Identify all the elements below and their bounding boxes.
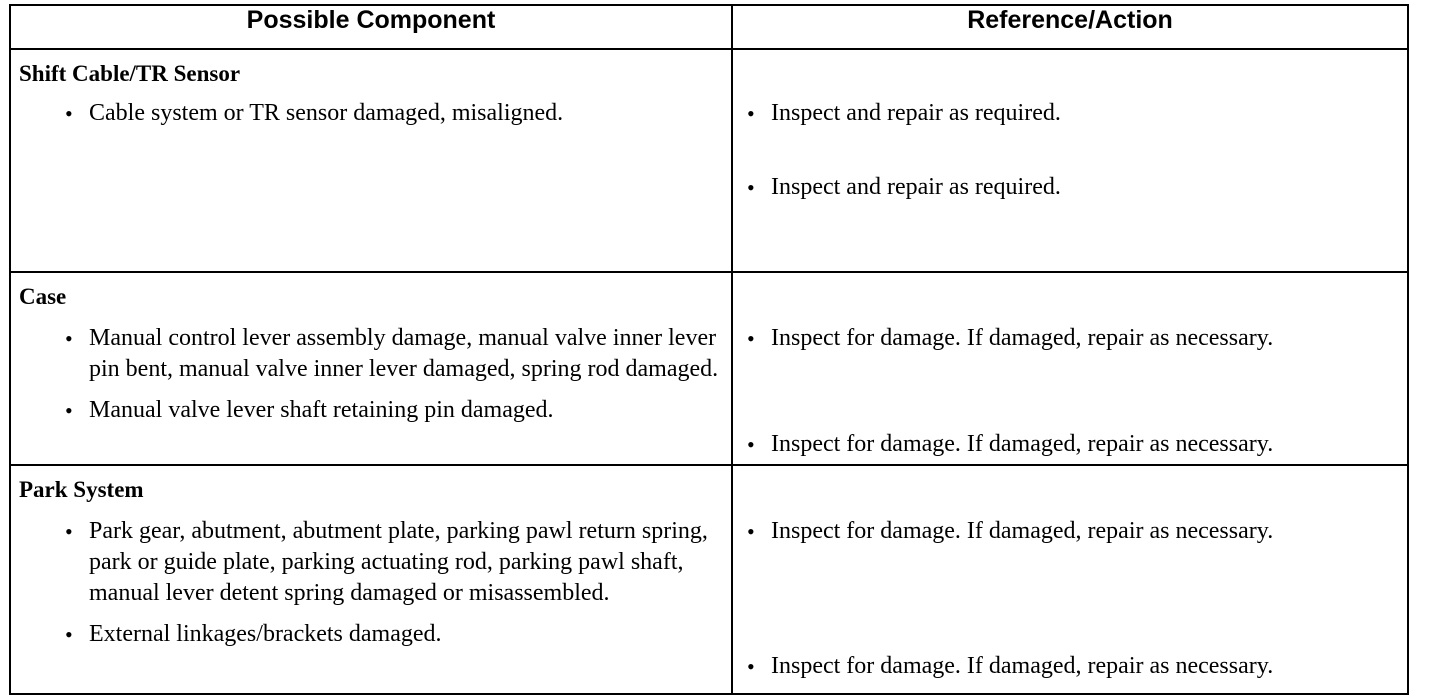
action-item <box>733 172 1407 203</box>
action-item <box>733 516 1407 547</box>
component-item <box>11 395 731 426</box>
section-title: Park System <box>19 477 144 502</box>
component-item <box>11 516 731 609</box>
action-item <box>733 323 1407 354</box>
action-item <box>733 429 1407 460</box>
action-item <box>733 98 1407 129</box>
header-row <box>10 5 1408 49</box>
bullet-icon: • <box>65 398 73 423</box>
component-text: Cable system or TR sensor damaged, misaligned. <box>89 100 564 126</box>
component-text: External linkages/brackets damaged. <box>89 621 442 647</box>
section-title: Case <box>19 284 67 309</box>
section-row-case <box>10 272 1408 465</box>
bullet-icon: • <box>747 654 755 679</box>
component-cell <box>10 272 732 465</box>
action-cell <box>732 465 1408 694</box>
component-text: Manual control lever assembly damage, manual valve inner lever pin bent, manual valve inner lever damaged, spring rod damaged. <box>89 325 719 382</box>
component-item <box>11 98 731 129</box>
component-cell <box>10 49 732 272</box>
bullet-icon: • <box>747 175 755 200</box>
bullet-icon: • <box>65 622 73 647</box>
section-row-park-system <box>10 465 1408 694</box>
action-text: Inspect and repair as required. <box>771 174 1061 200</box>
component-text: Park gear, abutment, abutment plate, parking pawl return spring, park or guide plate, parking actuating rod, parking pawl shaft, manual lever detent spring damaged or misassembled. <box>89 518 708 606</box>
bullet-icon: • <box>65 519 73 544</box>
section-row-shift-cable <box>10 49 1408 272</box>
bullet-icon: • <box>747 519 755 544</box>
action-text: Inspect and repair as required. <box>771 100 1061 126</box>
bullet-icon: • <box>747 101 755 126</box>
action-cell <box>732 49 1408 272</box>
action-text: Inspect for damage. If damaged, repair as necessary. <box>771 325 1274 351</box>
action-cell <box>732 272 1408 465</box>
header-reference-action: Reference/Action <box>732 5 1408 49</box>
action-text: Inspect for damage. If damaged, repair as necessary. <box>771 431 1274 457</box>
bullet-icon: • <box>747 326 755 351</box>
component-item <box>11 323 731 385</box>
bullet-icon: • <box>65 101 73 126</box>
section-title: Shift Cable/TR Sensor <box>19 61 241 86</box>
diagnostic-table <box>9 4 1409 695</box>
component-item <box>11 619 731 650</box>
bullet-icon: • <box>747 432 755 457</box>
bullet-icon: • <box>65 326 73 351</box>
action-text: Inspect for damage. If damaged, repair as necessary. <box>771 653 1274 679</box>
action-text: Inspect for damage. If damaged, repair as necessary. <box>771 518 1274 544</box>
component-text: Manual valve lever shaft retaining pin damaged. <box>89 397 554 423</box>
component-cell <box>10 465 732 694</box>
action-item <box>733 651 1407 682</box>
header-possible-component: Possible Component <box>10 5 732 49</box>
